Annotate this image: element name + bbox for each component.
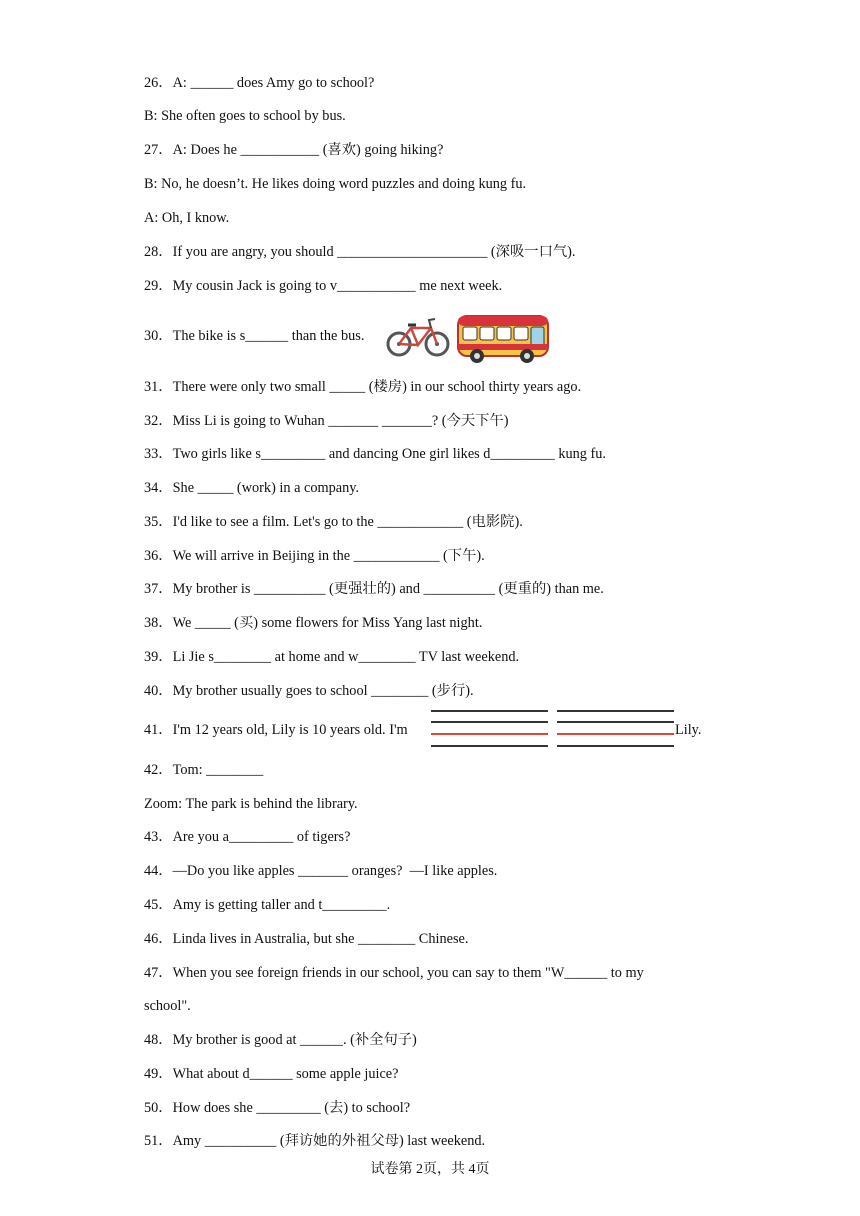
q33: 33．Two girls like s_________ and dancing One girl likes d_________ kung fu. — [144, 446, 607, 462]
writing-lines-1 — [431, 710, 548, 748]
q42-zoom: Zoom: The park is behind the library. — [144, 796, 358, 812]
q31: 31．There were only two small _____ (楼房) in our school thirty years ago. — [144, 379, 582, 395]
bus-icon — [455, 312, 551, 366]
q39: 39．Li Jie s________ at home and w________ TV last weekend. — [144, 649, 520, 665]
q37: 37．My brother is __________ (更强壮的) and __________ (更重的) than me. — [144, 581, 604, 597]
q28: 28．If you are angry, you should _____________________ (深吸一口气). — [144, 244, 576, 260]
q26-a: 26．A: ______ does Amy go to school? — [144, 75, 375, 91]
q36: 36．We will arrive in Beijing in the ____________ (下午). — [144, 548, 485, 564]
q32: 32．Miss Li is going to Wuhan _______ _______? (今天下午) — [144, 413, 509, 429]
page-footer: 试卷第 2页，共 4页 — [370, 1162, 490, 1177]
q38: 38．We _____ (买) some flowers for Miss Yang last night. — [144, 615, 483, 631]
q51: 51．Amy __________ (拜访她的外祖父母) last weekend. — [144, 1133, 486, 1149]
q49: 49．What about d______ some apple juice? — [144, 1066, 399, 1082]
q26-b: B: She often goes to school by bus. — [144, 108, 346, 124]
writing-lines-2 — [557, 710, 674, 748]
q42-tom: 42．Tom: ________ — [144, 762, 264, 778]
q41: 41．I'm 12 years old, Lily is 10 years old. I'm — [144, 722, 408, 738]
q47: 47．When you see foreign friends in our school, you can say to them "W______ to my — [144, 965, 644, 981]
q41-end: Lily. — [675, 722, 702, 738]
bicycle-icon — [385, 314, 451, 360]
q43: 43．Are you a_________ of tigers? — [144, 829, 351, 845]
q46: 46．Linda lives in Australia, but she ________ Chinese. — [144, 931, 469, 947]
q34: 34．She _____ (work) in a company. — [144, 480, 360, 496]
q27-b: B: No, he doesn’t. He likes doing word puzzles and doing kung fu. — [144, 176, 527, 192]
q40: 40．My brother usually goes to school ________ (步行). — [144, 683, 474, 699]
q48: 48．My brother is good at ______. (补全句子) — [144, 1032, 417, 1048]
q47-cont: school". — [144, 998, 191, 1014]
q44: 44．—Do you like apples _______ oranges? —I like apples. — [144, 863, 498, 879]
q30: 30．The bike is s______ than the bus. — [144, 328, 365, 344]
q27-a2: A: Oh, I know. — [144, 210, 230, 226]
q27-a: 27．A: Does he ___________ (喜欢) going hiking? — [144, 142, 444, 158]
q35: 35．I'd like to see a film. Let's go to the ____________ (电影院). — [144, 514, 523, 530]
q50: 50．How does she _________ (去) to school? — [144, 1100, 411, 1116]
q29: 29．My cousin Jack is going to v___________ me next week. — [144, 278, 503, 294]
q45: 45．Amy is getting taller and t_________. — [144, 897, 391, 913]
